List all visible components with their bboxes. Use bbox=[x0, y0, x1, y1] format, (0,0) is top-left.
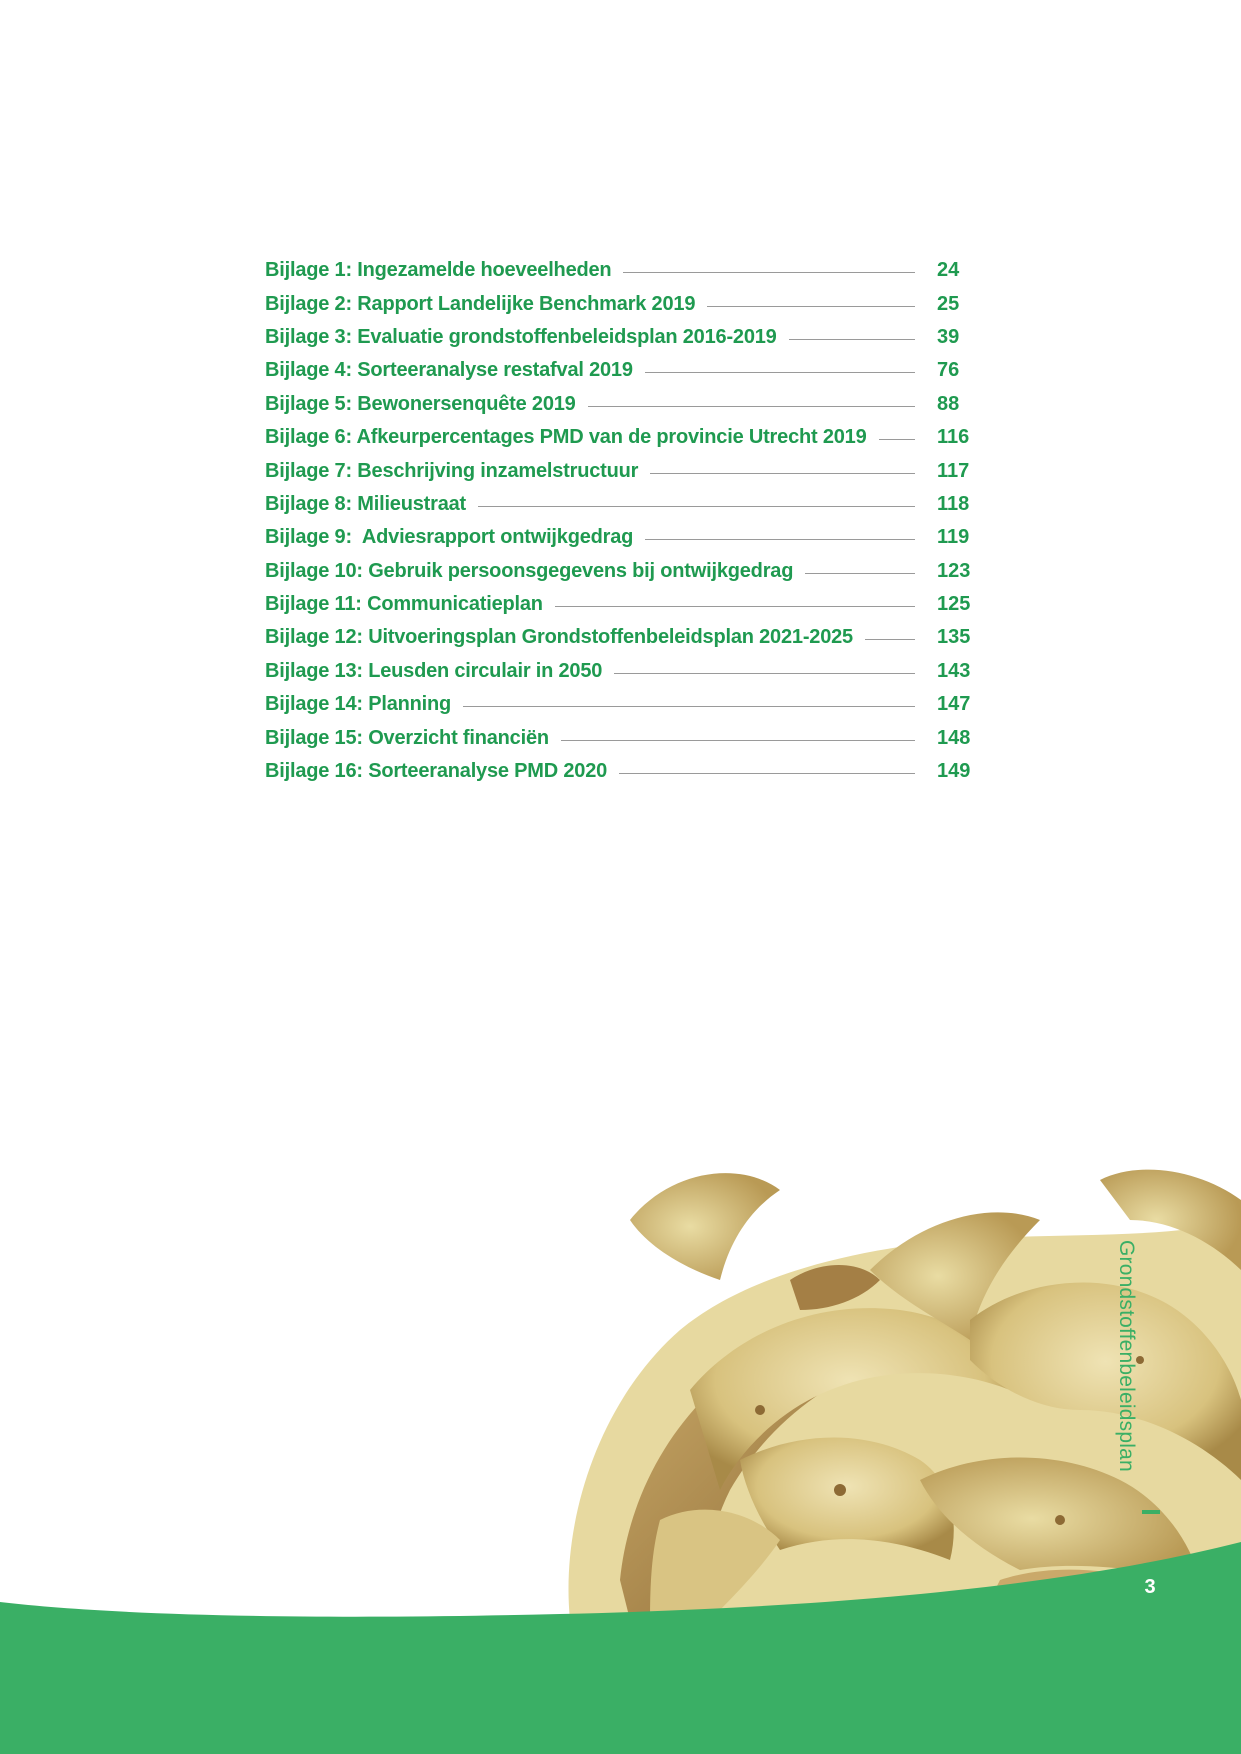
toc-entry-2[interactable] bbox=[265, 287, 975, 320]
toc-entry-page: 125 bbox=[937, 593, 971, 616]
toc-entry-title: Bijlage 9: Adviesrapport ontwijkgedrag bbox=[265, 526, 634, 549]
toc-entry-8[interactable] bbox=[265, 488, 975, 521]
toc-leader-line bbox=[588, 406, 915, 407]
toc-entry-title: Bijlage 14: Planning bbox=[265, 693, 452, 716]
toc-entry-page: 119 bbox=[937, 526, 970, 549]
toc-entry-12[interactable] bbox=[265, 621, 975, 654]
toc-entry-page: 76 bbox=[937, 359, 960, 382]
toc-entry-13[interactable] bbox=[265, 655, 975, 688]
toc-entry-10[interactable] bbox=[265, 555, 975, 588]
toc-entry-page: 88 bbox=[937, 392, 960, 415]
toc-entry-page: 147 bbox=[937, 693, 971, 716]
toc-leader-line bbox=[614, 673, 915, 674]
document-title-vertical: Grondstoffenbeleidsplan bbox=[1115, 1240, 1138, 1472]
toc-entry-title: Bijlage 7: Beschrijving inzamelstructuur bbox=[265, 459, 639, 482]
toc-entry-1[interactable] bbox=[265, 254, 975, 287]
page-number: 3 bbox=[1144, 1576, 1156, 1598]
toc-entry-title: Bijlage 12: Uitvoeringsplan Grondstoffenbeleidsplan 2021-2025 bbox=[265, 626, 853, 649]
toc-entry-page: 118 bbox=[937, 492, 970, 515]
toc-leader-line bbox=[645, 372, 915, 373]
toc-entry-title: Bijlage 16: Sorteeranalyse PMD 2020 bbox=[265, 760, 608, 783]
toc-entry-9[interactable] bbox=[265, 521, 975, 554]
toc-entry-14[interactable] bbox=[265, 688, 975, 721]
toc-leader-line bbox=[478, 506, 915, 507]
toc-entry-page: 117 bbox=[937, 459, 970, 482]
toc-entry-3[interactable] bbox=[265, 321, 975, 354]
toc-leader-line bbox=[865, 639, 915, 640]
toc-entry-page: 116 bbox=[937, 426, 970, 449]
toc-entry-page: 135 bbox=[937, 626, 971, 649]
table-of-contents bbox=[265, 254, 975, 788]
toc-entry-title: Bijlage 11: Communicatieplan bbox=[265, 593, 543, 616]
toc-entry-7[interactable] bbox=[265, 454, 975, 487]
toc-leader-line bbox=[707, 306, 915, 307]
toc-entry-title: Bijlage 5: Bewonersenquête 2019 bbox=[265, 392, 576, 415]
toc-entry-title: Bijlage 6: Afkeurpercentages PMD van de provincie Utrecht 2019 bbox=[265, 426, 867, 449]
toc-entry-page: 149 bbox=[937, 760, 971, 783]
toc-entry-15[interactable] bbox=[265, 721, 975, 754]
toc-entry-title: Bijlage 10: Gebruik persoonsgegevens bij ontwijkgedrag bbox=[265, 559, 794, 582]
toc-entry-title: Bijlage 4: Sorteeranalyse restafval 2019 bbox=[265, 359, 633, 382]
toc-leader-line bbox=[645, 539, 915, 540]
toc-entry-title: Bijlage 13: Leusden circulair in 2050 bbox=[265, 659, 603, 682]
toc-entry-16[interactable] bbox=[265, 755, 975, 788]
toc-entry-5[interactable] bbox=[265, 388, 975, 421]
footer-wave bbox=[0, 1530, 1241, 1754]
toc-entry-title: Bijlage 1: Ingezamelde hoeveelheden bbox=[265, 259, 612, 282]
toc-entry-page: 39 bbox=[937, 325, 960, 348]
toc-entry-page: 25 bbox=[937, 292, 960, 315]
toc-leader-line bbox=[619, 773, 915, 774]
toc-entry-page: 148 bbox=[937, 726, 971, 749]
toc-leader-line bbox=[650, 473, 915, 474]
toc-leader-line bbox=[561, 740, 915, 741]
toc-leader-line bbox=[789, 339, 915, 340]
toc-leader-line bbox=[555, 606, 915, 607]
toc-leader-line bbox=[623, 272, 915, 273]
toc-entry-6[interactable] bbox=[265, 421, 975, 454]
toc-entry-title: Bijlage 3: Evaluatie grondstoffenbeleidsplan 2016-2019 bbox=[265, 325, 777, 348]
toc-entry-title: Bijlage 15: Overzicht financiën bbox=[265, 726, 549, 749]
toc-leader-line bbox=[463, 706, 915, 707]
toc-leader-line bbox=[879, 439, 915, 440]
toc-entry-page: 123 bbox=[937, 559, 971, 582]
toc-entry-11[interactable] bbox=[265, 588, 975, 621]
toc-entry-title: Bijlage 2: Rapport Landelijke Benchmark 2019 bbox=[265, 292, 696, 315]
toc-entry-page: 143 bbox=[937, 659, 971, 682]
toc-leader-line bbox=[805, 573, 915, 574]
toc-entry-4[interactable] bbox=[265, 354, 975, 387]
accent-marker bbox=[1142, 1510, 1160, 1514]
toc-entry-title: Bijlage 8: Milieustraat bbox=[265, 492, 467, 515]
toc-entry-page: 24 bbox=[937, 259, 960, 282]
